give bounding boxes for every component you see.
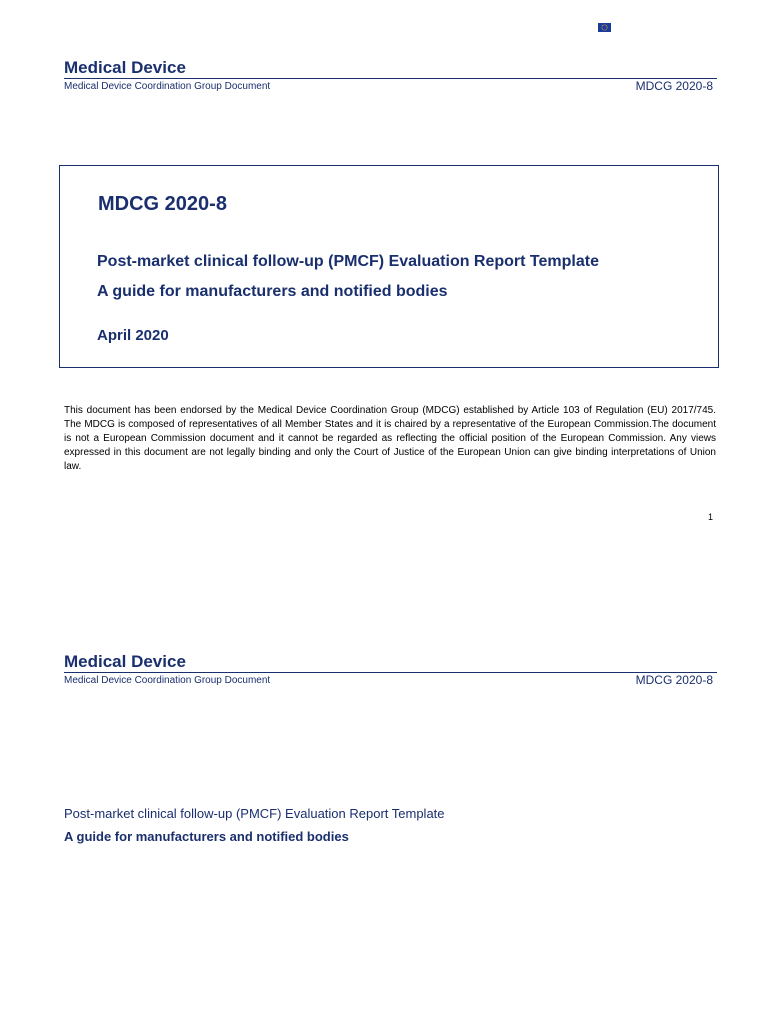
header-doc-code: MDCG 2020-8 (635, 79, 713, 93)
page2-header (64, 652, 717, 688)
page2-header-title: Medical Device (64, 652, 186, 671)
page-header (64, 58, 717, 94)
page2-header-rule (64, 672, 717, 673)
cover-doc-id: MDCG 2020-8 (98, 193, 227, 215)
cover-title-line1: Post-market clinical follow-up (PMCF) Evaluation Report Template (97, 253, 599, 270)
eu-flag-icon (598, 23, 611, 32)
page2-title-line1: Post-market clinical follow-up (PMCF) Evaluation Report Template (64, 806, 445, 821)
disclaimer-text: This document has been endorsed by the Medical Device Coordination Group (MDCG) established by Article 103 of Regulation (EU) 2017/745. The MDCG is composed of representatives of all Member States and it is chaired by a representative of the European Commission.The document is not a European Commission document and it cannot be regarded as reflecting the official position of the European Commission. Any views expressed in this document are not legally binding and only the Court of Justice of the European Union can give binding interpretations of Union law. (64, 405, 716, 472)
cover-title-box (59, 165, 719, 368)
cover-doc-title (97, 247, 599, 307)
page2-title-line2: A guide for manufacturers and notified bodies (64, 829, 349, 844)
cover-date: April 2020 (97, 327, 169, 344)
page-number: 1 (708, 512, 714, 522)
page2-header-doc-code: MDCG 2020-8 (635, 673, 713, 687)
header-rule (64, 78, 717, 79)
page2-header-sub-row (64, 674, 717, 688)
page2-title (64, 802, 445, 848)
header-subtitle: Medical Device Coordination Group Document (64, 81, 271, 92)
header-sub-row (64, 80, 717, 94)
cover-title-line2: A guide for manufacturers and notified bodies (97, 283, 448, 300)
page2-header-subtitle: Medical Device Coordination Group Document (64, 675, 271, 686)
header-title: Medical Device (64, 58, 186, 77)
